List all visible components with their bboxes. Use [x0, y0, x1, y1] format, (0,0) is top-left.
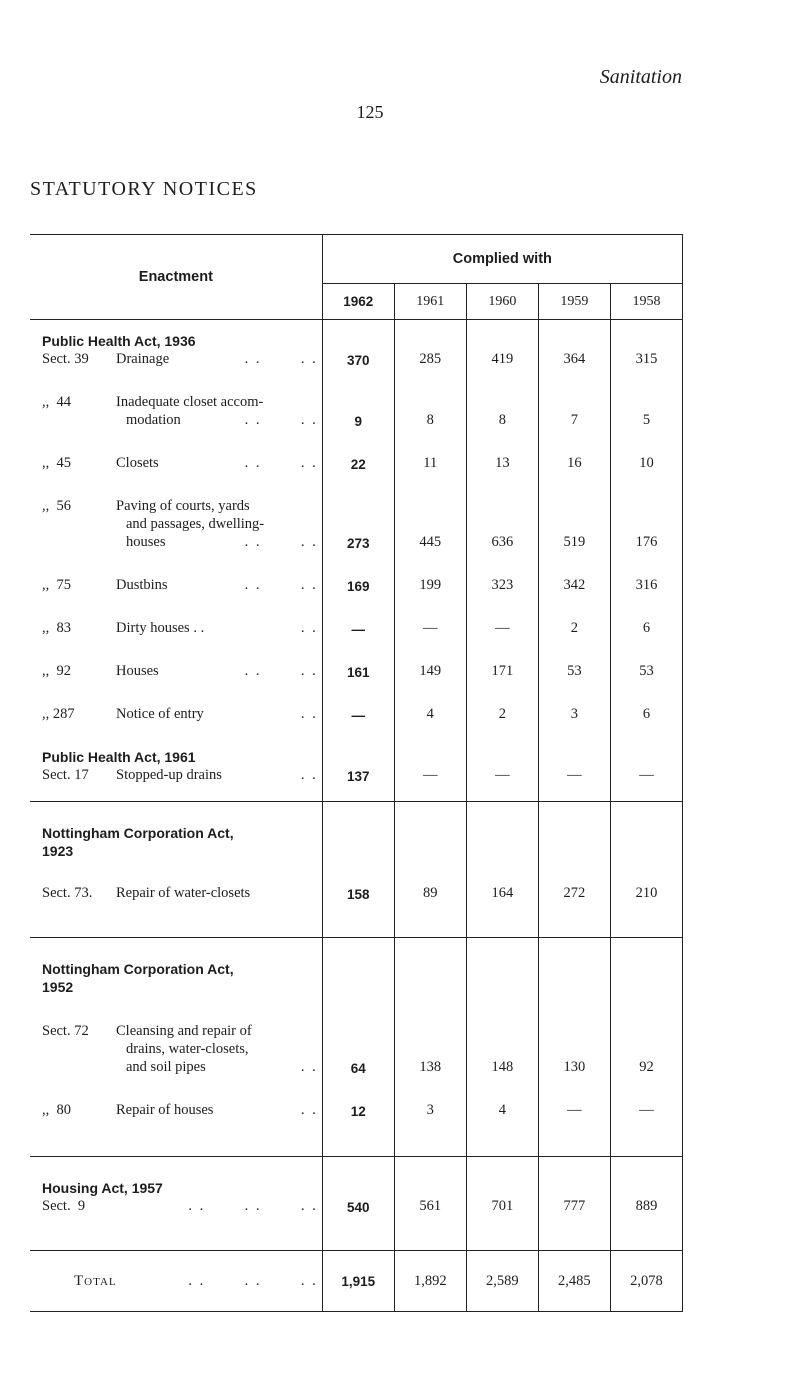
- act-heading: [42, 824, 318, 860]
- value-cell-1959: 2: [538, 597, 610, 640]
- description-line: and soil pipes: [126, 1059, 206, 1075]
- description-line-with-leader: [116, 766, 318, 784]
- description-line-with-leader: [116, 705, 318, 723]
- description-line: houses: [126, 534, 166, 550]
- value-cell-1962: 161: [322, 640, 394, 683]
- value-cell-1960: 148: [466, 938, 538, 1080]
- enactment-cell: [30, 597, 322, 640]
- value-cell-1959: 130: [538, 938, 610, 1080]
- value-cell-1958: 176: [610, 475, 682, 554]
- notice-entry: [42, 1197, 318, 1215]
- total-row: [30, 1251, 683, 1312]
- value-cell-1960: 164: [466, 802, 538, 938]
- year-header: 1962: [322, 284, 394, 320]
- description-line-with-leader: [116, 619, 318, 637]
- value-cell-1959: —: [538, 1079, 610, 1157]
- act-title: Housing Act, 1957: [42, 1180, 163, 1196]
- description-line: Inadequate closet accom-: [116, 394, 264, 410]
- total-label: Total: [74, 1272, 117, 1289]
- enactment-cell: [30, 554, 322, 597]
- value-cell-1960: 2: [466, 683, 538, 738]
- enactment-cell: [30, 802, 322, 938]
- total-value-1958: 2,078: [610, 1251, 682, 1312]
- value-cell-1960: —: [466, 597, 538, 640]
- value-cell-1961: 285: [394, 320, 466, 372]
- description-line-with-leader: [116, 576, 318, 594]
- dot-leader: . .: [300, 1059, 318, 1075]
- value-cell-1962: 540: [322, 1157, 394, 1251]
- table-row: [30, 371, 683, 432]
- notice-entry: [42, 576, 318, 594]
- total-value-1962: 1,915: [322, 1251, 394, 1312]
- value-cell-1961: 138: [394, 938, 466, 1080]
- section-description: [116, 393, 318, 429]
- dot-leader: . .: [300, 1102, 318, 1118]
- enactment-cell: [30, 640, 322, 683]
- section-number: ,, 56: [42, 498, 71, 514]
- act-title-continued: 1952: [42, 979, 74, 995]
- table-row: [30, 432, 683, 475]
- notice-entry: [42, 393, 318, 429]
- table-row: [30, 640, 683, 683]
- value-cell-1958: 6: [610, 683, 682, 738]
- value-cell-1962: 64: [322, 938, 394, 1080]
- description-line: drains, water-closets,: [126, 1041, 249, 1057]
- complied-with-header: Complied with: [322, 235, 682, 284]
- table-row: [30, 938, 683, 1080]
- section-number: ,, 83: [42, 620, 71, 636]
- value-cell-1958: —: [610, 1079, 682, 1157]
- table-row: [30, 320, 683, 372]
- act-heading: [42, 960, 318, 996]
- enactment-cell: [30, 1157, 322, 1251]
- value-cell-1961: 4: [394, 683, 466, 738]
- notice-entry: [42, 1101, 318, 1119]
- value-cell-1961: 149: [394, 640, 466, 683]
- value-cell-1962: 9: [322, 371, 394, 432]
- table-row: [30, 1079, 683, 1157]
- value-cell-1961: —: [394, 738, 466, 802]
- value-cell-1962: 22: [322, 432, 394, 475]
- value-cell-1961: 8: [394, 371, 466, 432]
- total-value-1959: 2,485: [538, 1251, 610, 1312]
- value-cell-1960: 636: [466, 475, 538, 554]
- section-number: Sect. 9: [42, 1198, 86, 1214]
- total-value-1961: 1,892: [394, 1251, 466, 1312]
- table-row: [30, 597, 683, 640]
- description-line: Cleansing and repair of: [116, 1023, 252, 1039]
- section-number: ,, 45: [42, 455, 71, 471]
- table-row: [30, 802, 683, 938]
- value-cell-1962: 12: [322, 1079, 394, 1157]
- section-description: [116, 1022, 318, 1076]
- section-description: [116, 576, 318, 594]
- description-line-with-leader: [116, 350, 318, 368]
- page-number: 125: [356, 102, 384, 122]
- enactment-cell: [30, 738, 322, 802]
- value-cell-1958: 92: [610, 938, 682, 1080]
- running-head: Sanitation: [599, 66, 682, 88]
- value-cell-1958: —: [610, 738, 682, 802]
- description-line: and passages, dwelling-: [126, 516, 265, 532]
- total-label-cell: [30, 1251, 322, 1312]
- value-cell-1960: 4: [466, 1079, 538, 1157]
- value-cell-1959: 53: [538, 640, 610, 683]
- table-row: [30, 738, 683, 802]
- description-line-with-leader: [116, 662, 318, 680]
- enactment-cell: [30, 938, 322, 1080]
- description-line: Dustbins: [116, 577, 168, 593]
- value-cell-1959: 519: [538, 475, 610, 554]
- value-cell-1962: —: [322, 597, 394, 640]
- dot-leader: . .: [300, 706, 318, 722]
- section-number: Sect. 73.: [42, 885, 93, 901]
- value-cell-1960: 419: [466, 320, 538, 372]
- notice-entry: [42, 705, 318, 723]
- page-title: STATUTORY NOTICES: [30, 178, 258, 200]
- value-cell-1958: 889: [610, 1157, 682, 1251]
- total-label-wrap: [30, 1273, 322, 1290]
- description-line: Repair of water-closets: [116, 885, 251, 901]
- table-row: [30, 683, 683, 738]
- value-cell-1959: 364: [538, 320, 610, 372]
- value-cell-1961: 11: [394, 432, 466, 475]
- section-number: ,, 80: [42, 1102, 71, 1118]
- dot-leader: . . . .: [244, 663, 318, 679]
- value-cell-1959: —: [538, 738, 610, 802]
- value-cell-1959: 342: [538, 554, 610, 597]
- section-number: Sect. 17: [42, 767, 89, 783]
- enactment-cell: [30, 320, 322, 372]
- description-line: Stopped-up drains: [116, 767, 222, 783]
- section-description: [116, 884, 318, 902]
- section-description: [116, 619, 318, 637]
- dot-leader: . . . .: [244, 412, 318, 428]
- enactment-cell: [30, 475, 322, 554]
- notice-entry: [42, 619, 318, 637]
- notice-entry: [42, 662, 318, 680]
- section-description: [116, 454, 318, 472]
- enactment-cell: [30, 432, 322, 475]
- value-cell-1962: 370: [322, 320, 394, 372]
- value-cell-1962: —: [322, 683, 394, 738]
- description-line: modation: [126, 412, 181, 428]
- value-cell-1959: 7: [538, 371, 610, 432]
- act-title: Nottingham Corporation Act,: [42, 961, 234, 977]
- description-line: Houses: [116, 663, 159, 679]
- act-heading: [42, 748, 318, 766]
- value-cell-1959: 272: [538, 802, 610, 938]
- act-title: Nottingham Corporation Act,: [42, 825, 234, 841]
- dot-leader: . . . . . .: [188, 1272, 318, 1289]
- value-cell-1960: 13: [466, 432, 538, 475]
- value-cell-1961: 199: [394, 554, 466, 597]
- value-cell-1959: 16: [538, 432, 610, 475]
- value-cell-1958: 316: [610, 554, 682, 597]
- section-number: ,, 287: [42, 706, 75, 722]
- value-cell-1961: 561: [394, 1157, 466, 1251]
- value-cell-1958: 5: [610, 371, 682, 432]
- act-title-continued: 1923: [42, 843, 74, 859]
- value-cell-1960: 171: [466, 640, 538, 683]
- value-cell-1962: 137: [322, 738, 394, 802]
- value-cell-1960: 701: [466, 1157, 538, 1251]
- enactment-cell: [30, 371, 322, 432]
- table-row: [30, 1157, 683, 1251]
- notice-entry: [42, 497, 318, 551]
- description-line-with-leader: [116, 454, 318, 472]
- value-cell-1960: 323: [466, 554, 538, 597]
- year-header: 1958: [610, 284, 682, 320]
- section-description: [116, 497, 318, 551]
- value-cell-1962: 169: [322, 554, 394, 597]
- value-cell-1958: 210: [610, 802, 682, 938]
- table-row: [30, 554, 683, 597]
- section-number: Sect. 72: [42, 1023, 89, 1039]
- dot-leader: . .: [300, 767, 318, 783]
- value-cell-1961: —: [394, 597, 466, 640]
- dot-leader: . .: [300, 620, 318, 636]
- description-line: Dirty houses . .: [116, 620, 205, 636]
- section-number: ,, 75: [42, 577, 71, 593]
- value-cell-1962: 273: [322, 475, 394, 554]
- section-description: [116, 662, 318, 680]
- act-heading: [42, 1179, 318, 1197]
- enactment-header: Enactment: [30, 235, 322, 320]
- section-description: [116, 766, 318, 784]
- description-line-with-leader: [116, 1197, 318, 1215]
- enactment-cell: [30, 1079, 322, 1157]
- section-number: Sect. 39: [42, 351, 89, 367]
- total-value-1960: 2,589: [466, 1251, 538, 1312]
- description-line: Drainage: [116, 351, 170, 367]
- year-header: 1960: [466, 284, 538, 320]
- value-cell-1961: 3: [394, 1079, 466, 1157]
- act-title: Public Health Act, 1961: [42, 749, 196, 765]
- description-line-with-leader: [116, 411, 318, 429]
- statutory-notices-table: [30, 234, 683, 1312]
- description-line-with-leader: [116, 1058, 318, 1076]
- notice-entry: [42, 350, 318, 368]
- description-line-with-leader: [116, 1101, 318, 1119]
- value-cell-1959: 3: [538, 683, 610, 738]
- act-title: Public Health Act, 1936: [42, 333, 196, 349]
- dot-leader: . . . . . .: [188, 1198, 318, 1214]
- enactment-cell: [30, 683, 322, 738]
- dot-leader: . . . .: [244, 455, 318, 471]
- value-cell-1961: 89: [394, 802, 466, 938]
- description-line-with-leader: [116, 533, 318, 551]
- year-header: 1961: [394, 284, 466, 320]
- description-line: Paving of courts, yards: [116, 498, 250, 514]
- notice-entry: [42, 766, 318, 784]
- value-cell-1960: —: [466, 738, 538, 802]
- year-header: 1959: [538, 284, 610, 320]
- notice-entry: [42, 884, 318, 902]
- section-description: [116, 350, 318, 368]
- table-row: [30, 475, 683, 554]
- section-description: [116, 1197, 318, 1215]
- section-number: ,, 92: [42, 663, 71, 679]
- section-number: ,, 44: [42, 394, 71, 410]
- value-cell-1962: 158: [322, 802, 394, 938]
- section-description: [116, 705, 318, 723]
- description-line: Notice of entry: [116, 706, 204, 722]
- value-cell-1960: 8: [466, 371, 538, 432]
- value-cell-1958: 53: [610, 640, 682, 683]
- value-cell-1958: 315: [610, 320, 682, 372]
- dot-leader: . . . .: [244, 534, 318, 550]
- description-line: Repair of houses: [116, 1102, 214, 1118]
- section-description: [116, 1101, 318, 1119]
- dot-leader: . . . .: [244, 577, 318, 593]
- table-body: [30, 320, 683, 1312]
- act-heading: [42, 332, 318, 350]
- value-cell-1959: 777: [538, 1157, 610, 1251]
- description-line: Closets: [116, 455, 159, 471]
- value-cell-1961: 445: [394, 475, 466, 554]
- dot-leader: . . . .: [244, 351, 318, 367]
- notice-entry: [42, 454, 318, 472]
- value-cell-1958: 10: [610, 432, 682, 475]
- value-cell-1958: 6: [610, 597, 682, 640]
- notice-entry: [42, 1022, 318, 1076]
